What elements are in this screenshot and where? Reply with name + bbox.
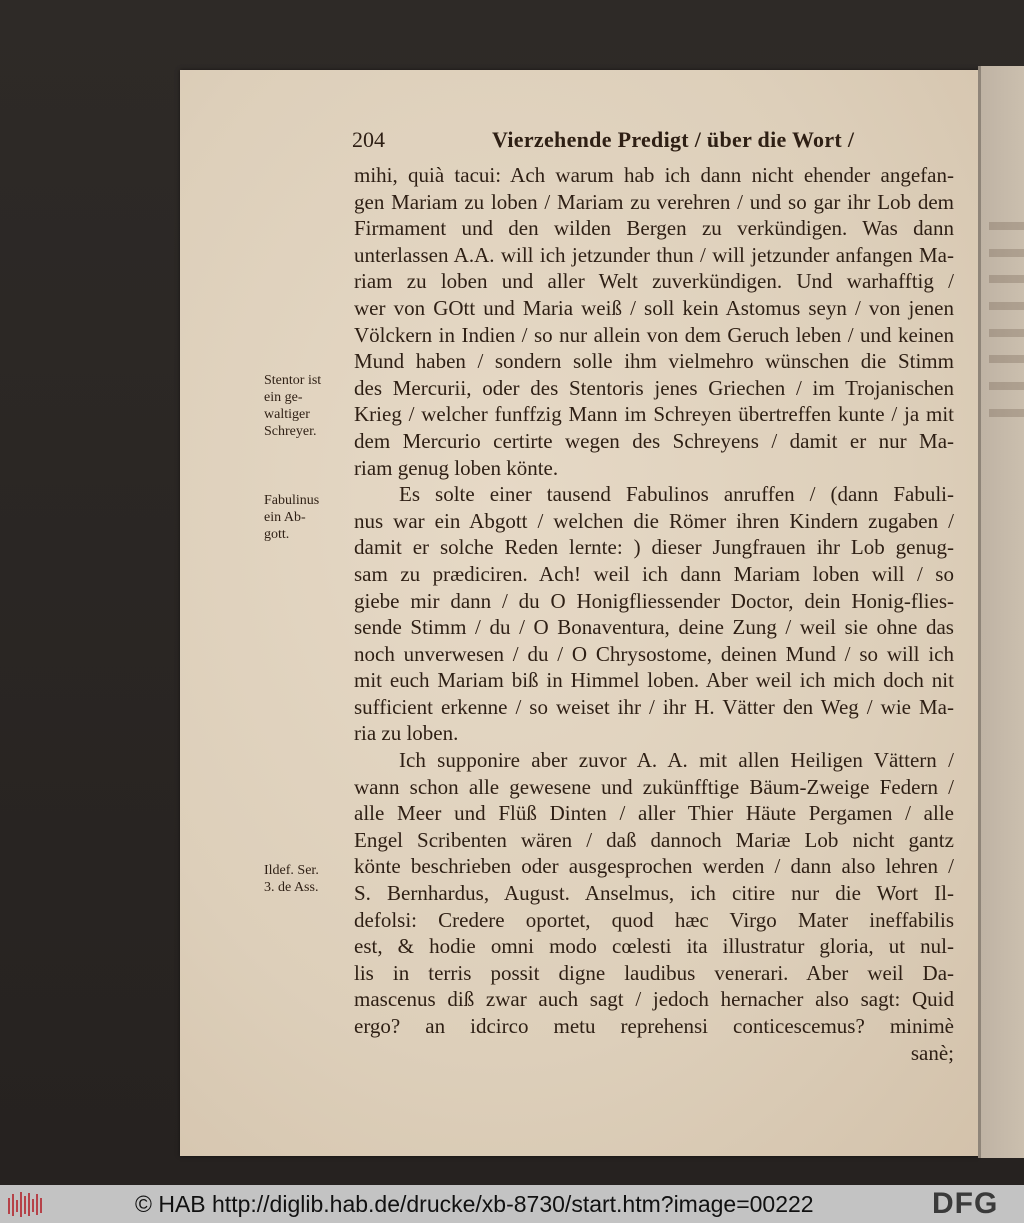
margin-note-line: ein ge- <box>264 390 303 405</box>
page-number: 204 <box>352 127 385 152</box>
text-line <box>354 375 954 402</box>
text-line-content: mit euch Mariam biß in Himmel loben. Aber weil ich mich doch nit <box>354 668 954 693</box>
attribution-url[interactable]: © HAB http://diglib.hab.de/drucke/xb-8730/start.htm?image=00222 <box>135 1191 814 1217</box>
text-line <box>354 534 954 561</box>
text-line-content: Krieg / welcher funffzig Mann im Schreyen übertreffen kunte / ja mit <box>354 402 954 427</box>
text-line <box>354 747 954 774</box>
text-line <box>354 295 954 322</box>
text-line <box>354 986 954 1013</box>
text-line <box>354 694 954 721</box>
text-line <box>354 1040 954 1067</box>
text-line <box>354 322 954 349</box>
text-line-content: Ich supponire aber zuvor A. A. mit allen Heiligen Vättern / <box>399 748 954 773</box>
dfg-logo: DFG <box>932 1187 999 1220</box>
text-line-content: ria zu loben. <box>354 721 459 746</box>
text-line-content: noch unverwesen / du / O Chrysostome, deinen Mund / so will ich <box>354 641 954 666</box>
running-header <box>352 126 952 154</box>
text-line <box>354 268 954 295</box>
text-line <box>354 508 954 535</box>
text-line <box>354 189 954 216</box>
text-line-content: lis in terris possit digne laudibus venerari. Aber weil Da- <box>354 960 955 985</box>
text-line <box>354 481 954 508</box>
text-line-content: des Mercurii, oder des Stentoris jenes Griechen / im Trojanischen <box>354 375 954 400</box>
footer-bar <box>0 1185 1024 1223</box>
text-line-content: gen Mariam zu loben / Mariam zu verehren / und so gar ihr Lob dem <box>354 189 954 214</box>
text-line-content: mihi, quià tacui: Ach warum hab ich dann nicht ehender angefan- <box>354 163 954 187</box>
text-line-content: riam zu loben und aller Welt zuverkündigen. Und warhafftig / <box>354 269 954 294</box>
text-line <box>354 853 954 880</box>
text-line-content: sende Stimm / du / O Bonaventura, deine Zung / weil sie ohne das <box>354 615 954 640</box>
hab-logo-icon <box>6 1190 46 1218</box>
text-line <box>354 720 954 747</box>
margin-note-line: Stentor ist <box>264 373 322 388</box>
margin-note-line: Fabulinus <box>264 493 320 508</box>
text-line <box>354 907 954 934</box>
margin-note-line: waltiger <box>264 407 310 422</box>
text-line-content: unterlassen A.A. will ich jetzunder thun / will jetzunder anfangen Ma- <box>354 242 954 267</box>
text-line <box>354 1013 954 1040</box>
margin-note-line: ein Ab- <box>264 510 306 525</box>
text-line <box>354 215 954 242</box>
margin-note-stentor <box>264 372 350 440</box>
text-line <box>354 933 954 960</box>
text-line-content: sanè; <box>910 1040 954 1065</box>
text-line-content: sufficient erkenne / so weiset ihr / ihr H. Vätter den Weg / wie Ma- <box>354 694 954 719</box>
margin-note-fabulinus <box>264 492 350 543</box>
text-line <box>354 641 954 668</box>
text-line-content: mascenus diß zwar auch sagt / jedoch hernacher also sagt: Quid <box>354 987 955 1012</box>
margin-note-line: Schreyer. <box>264 424 317 439</box>
running-title: Vierzehende Predigt / über die Wort / <box>492 127 855 152</box>
text-line <box>354 827 954 854</box>
text-line-content: wann schon alle gewesene und zukünfftige Bäum-Zweige Federn / <box>354 774 954 799</box>
text-line-content: Engel Scribenten wären / daß dannoch Mariæ Lob nicht gantz <box>354 827 954 852</box>
text-line-content: Es solte einer tausend Fabulinos anruffen / (dann Fabuli- <box>399 482 954 507</box>
text-line <box>354 401 954 428</box>
text-line <box>354 428 954 455</box>
text-line <box>354 960 954 987</box>
text-line-content: defolsi: Credere oportet, quod hæc Virgo Mater ineffabilis <box>354 907 954 932</box>
text-line-content: wer von GOtt und Maria weiß / soll kein Astomus seyn / von jenen <box>354 295 954 320</box>
text-line-content: ergo? an idcirco metu reprehensi conticescemus? minimè <box>354 1014 954 1038</box>
text-line <box>354 242 954 269</box>
text-line <box>354 774 954 801</box>
text-line-content: giebe mir dann / du O Honigfliessender Doctor, dein Honig-flies- <box>354 588 955 613</box>
text-line-content: Mund haben / sondern solle ihm vielmehro wünschen die Stimm <box>354 349 954 374</box>
text-line-content: sam zu prædiciren. Ach! weil ich dann Mariam loben will / so <box>354 561 954 586</box>
page-body-text <box>354 162 954 1066</box>
adjacent-page <box>981 66 1024 1158</box>
text-line-content: alle Meer und Flüß Dinten / aller Thier Häute Pergamen / alle <box>354 801 954 826</box>
text-line <box>354 162 954 189</box>
text-line-content: damit er solche Reden lernte: ) dieser Jungfrauen ihr Lob genug- <box>354 535 954 560</box>
text-line <box>354 880 954 907</box>
margin-note-line: Ildef. Ser. <box>264 863 319 878</box>
text-line-content: riam genug loben könte. <box>354 455 559 480</box>
margin-note-line: gott. <box>264 527 290 542</box>
text-line <box>354 455 954 482</box>
text-line <box>354 348 954 375</box>
text-line-content: Völckern in Indien / so nur allein von dem Geruch leben / und keinen <box>354 322 955 347</box>
text-line <box>354 800 954 827</box>
text-line-content: könte beschrieben oder ausgesprochen werden / dann also lehren / <box>354 854 954 879</box>
adjacent-page-faded-text <box>981 66 1024 1158</box>
text-line <box>354 614 954 641</box>
text-line <box>354 561 954 588</box>
margin-note-ildefonsus <box>264 862 350 896</box>
text-line-content: Firmament und den wilden Bergen zu verkündigen. Was dann <box>354 216 954 241</box>
text-line-content: est, & hodie omni modo cœlesti ita illustratur gloria, ut nul- <box>354 934 954 959</box>
text-line-content: S. Bernhardus, August. Anselmus, ich citire nur die Wort Il- <box>354 881 955 906</box>
margin-note-line: 3. de Ass. <box>264 880 319 895</box>
text-line <box>354 588 954 615</box>
text-line-content: dem Mercurio certirte wegen des Schreyens / damit er nur Ma- <box>354 428 955 453</box>
text-line <box>354 667 954 694</box>
text-line-content: nus war ein Abgott / welchen die Römer ihren Kindern zugaben / <box>354 508 954 533</box>
